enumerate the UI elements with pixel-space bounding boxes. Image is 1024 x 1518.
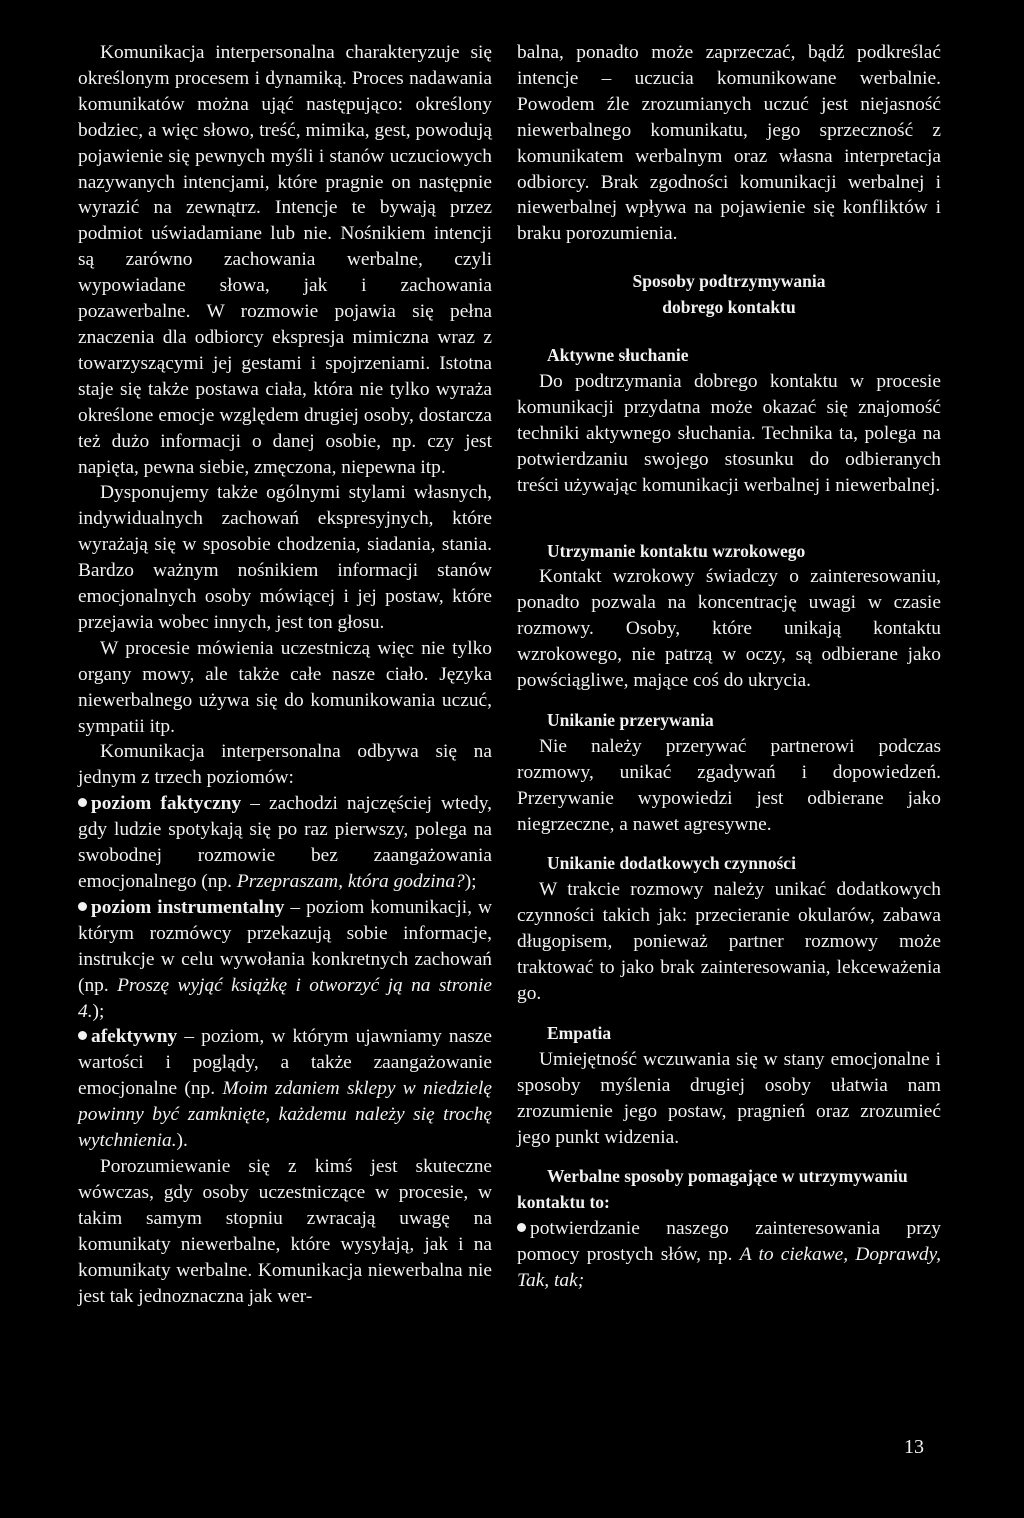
paragraph-empathy: Umiejętność wczuwania się w stany emocjonalne i sposoby myślenia drugiej osoby ułatwia nam zrozumienie jego postaw, pragnień oraz zrozumieć jego punkt widzenia. (517, 1048, 941, 1148)
paragraph-avoid-extra-activities: W trakcie rozmowy należy unikać dodatkowych czynności takich jak: przecieranie okularów, zabawa długopisem, ponieważ partner rozmowy może traktować to jako brak zainteresowania, lekceważenia go. (517, 879, 941, 1004)
subheading-avoid-extra-activities: Unikanie dodatkowych czynności (547, 853, 796, 874)
bullet-text: – zachodzi najczęściej wtedy, gdy ludzie spotykają się po raz pierwszy, polega na swobodnej rozmowie bez zaangażowania emocjonalnego (np. (78, 793, 492, 892)
bullet-affective-level (78, 1024, 492, 1154)
paragraph-avoid-interrupting: Nie należy przerywać partnerowi podczas rozmowy, unikać zgadywań i dopowiedzeń. Przerywanie wypowiedzi jest odbierane jako niegrzeczne, a nawet agresywne. (517, 735, 941, 835)
paragraph-active-listening: Do podtrzymania dobrego kontaktu w procesie komunikacji przydatna może okazać się znajomość techniki aktywnego słuchania. Technika ta, polega na potwierdzaniu swojego stosunku do odbieranych treści używając komunikacji werbalnej i niewerbalnej. (517, 370, 941, 496)
paragraph-levels-intro: Komunikacja interpersonalna odbywa się na jednym z trzech poziomów: (78, 741, 492, 789)
bullet-dot-icon (78, 1031, 87, 1040)
paragraph-body-language: W procesie mówienia uczestniczą więc nie tylko organy mowy, ale także całe nasze ciało. Języka niewerbalnego używa się do komunikowania uczuć, sympatii itp. (78, 637, 492, 737)
subheading-verbal-methods: Werbalne sposoby pomagające w utrzymywaniu kontaktu to: (517, 1166, 908, 1213)
subheading-avoid-interrupting: Unikanie przerywania (547, 709, 714, 730)
bullet-term: afektywny (91, 1026, 178, 1048)
bullet-instrumental-level (78, 895, 492, 1025)
section-title-line-2: dobrego kontaktu (662, 297, 796, 318)
paragraph-continuation: balna, ponadto może zaprzeczać, bądź podkreślać intencje – uczucia komunikowane werbalnie. Powodem źle zrozumianych uczuć jest niejasność niewerbalnego komunikatu, jego sprzeczność z komunikatem werbalnym oraz własna interpretacja odbiorcy. Brak zgodności komunikacji werbalnej i niewerbalnej wpływa na pojawienie się konfliktów i braku porozumienia. (517, 42, 941, 245)
paragraph-effective-communication: Porozumiewanie się z kimś jest skuteczne wówczas, gdy osoby uczestniczące w procesie, w takim samym stopniu zwracają uwagę na komunikaty niewerbalne, które wysyłają, jak i na komunikaty werbalne. Komunikacja niewerbalna nie jest tak jednoznaczna jak wer- (78, 1155, 492, 1307)
bullet-end: ). (176, 1130, 188, 1152)
bullet-factual-level (78, 791, 492, 895)
paragraph-expressive-styles: Dysponujemy także ogólnymi stylami własnych, indywidualnych zachowań ekspresyjnych, które wyrażają się w sposobie chodzenia, siadania, stania. Bardzo ważnym nośnikiem informacji stanów emocjonalnych osoby mówiącej i jej postaw, które przejawia wobec innych, jest ton głosu. (78, 482, 492, 633)
bullet-dot-icon (78, 902, 87, 911)
section-title-line-1: Sposoby podtrzymywania (632, 271, 826, 292)
left-column (78, 40, 492, 1309)
bullet-example: Przepraszam, która godzina? (236, 871, 465, 892)
subheading-empathy: Empatia (547, 1022, 612, 1043)
bullet-example: A to ciekawe, Doprawdy, Tak, tak; (517, 1244, 941, 1292)
bullet-text: – poziom, w którym ujawniamy nasze wartości i poglądy, a także zaangażowanie emocjonalne (np. (78, 1026, 492, 1100)
bullet-text: – poziom komunikacji, w którym rozmówcy przekazują sobie informacje, instrukcje w celu wywołania konkretnych zachowań (np. (78, 896, 492, 996)
page-number: 13 (904, 1436, 924, 1458)
bullet-term: poziom faktyczny (91, 793, 242, 815)
subheading-active-listening: Aktywne słuchanie (547, 345, 689, 366)
subheading-eye-contact: Utrzymanie kontaktu wzrokowego (547, 540, 806, 561)
paragraph-eye-contact: Kontakt wzrokowy świadczy o zainteresowaniu, ponadto pozwala na koncentrację uwagi w czasie rozmowy. Osoby, które unikają kontaktu wzrokowego, nie patrzą w oczy, są odbierane jako powściągliwe, mające coś do ukrycia. (517, 566, 941, 692)
paragraph-communication-process: Komunikacja interpersonalna charakteryzuje się określonym procesem i dynamiką. Proces nadawania komunikatów można ująć następująco: określony bodziec, a więc słowo, treść, mimika, gest, powodują pojawienie się pewnych myśli i stanów uczuciowych nazywanych intencjami, które pragnie on następnie wyrazić na zewnątrz. Intencje te bywają przez podmiot uświadamiane lub nie. Nośnikiem intencji są zarówno zachowania werbalne, czyli wypowiadane słowa, jak i zachowania pozawerbalne. W rozmowie pojawia się pełna znaczenia dla odbiorcy ekspresja mimiczna wraz z towarzyszącymi jej gestami i spojrzeniami. Istotna staje się także postawa ciała, która nie tylko wyraża określone emocje względem drugiej osoby, dostarcza też dużo informacji o danej osobie, np. czy jest napięta, pewna siebie, zmęczona, niepewna itp. (78, 42, 492, 478)
bullet-dot-icon (78, 798, 87, 807)
right-column (517, 40, 941, 1294)
bullet-end: ); (92, 1000, 105, 1022)
bullet-text: potwierdzanie naszego zainteresowania przy pomocy prostych słów, np. (517, 1218, 941, 1266)
bullet-confirm-interest (517, 1216, 941, 1294)
bullet-end: ); (464, 871, 477, 892)
bullet-term: poziom instrumentalny (91, 896, 285, 918)
bullet-dot-icon (517, 1223, 526, 1232)
bullet-example: Proszę wyjąć książkę i otworzyć ją na stronie 4. (78, 974, 492, 1022)
bullet-example: Moim zdaniem sklepy w niedzielę powinny być zamknięte, każdemu należy się trochę wytchnienia. (78, 1078, 492, 1152)
